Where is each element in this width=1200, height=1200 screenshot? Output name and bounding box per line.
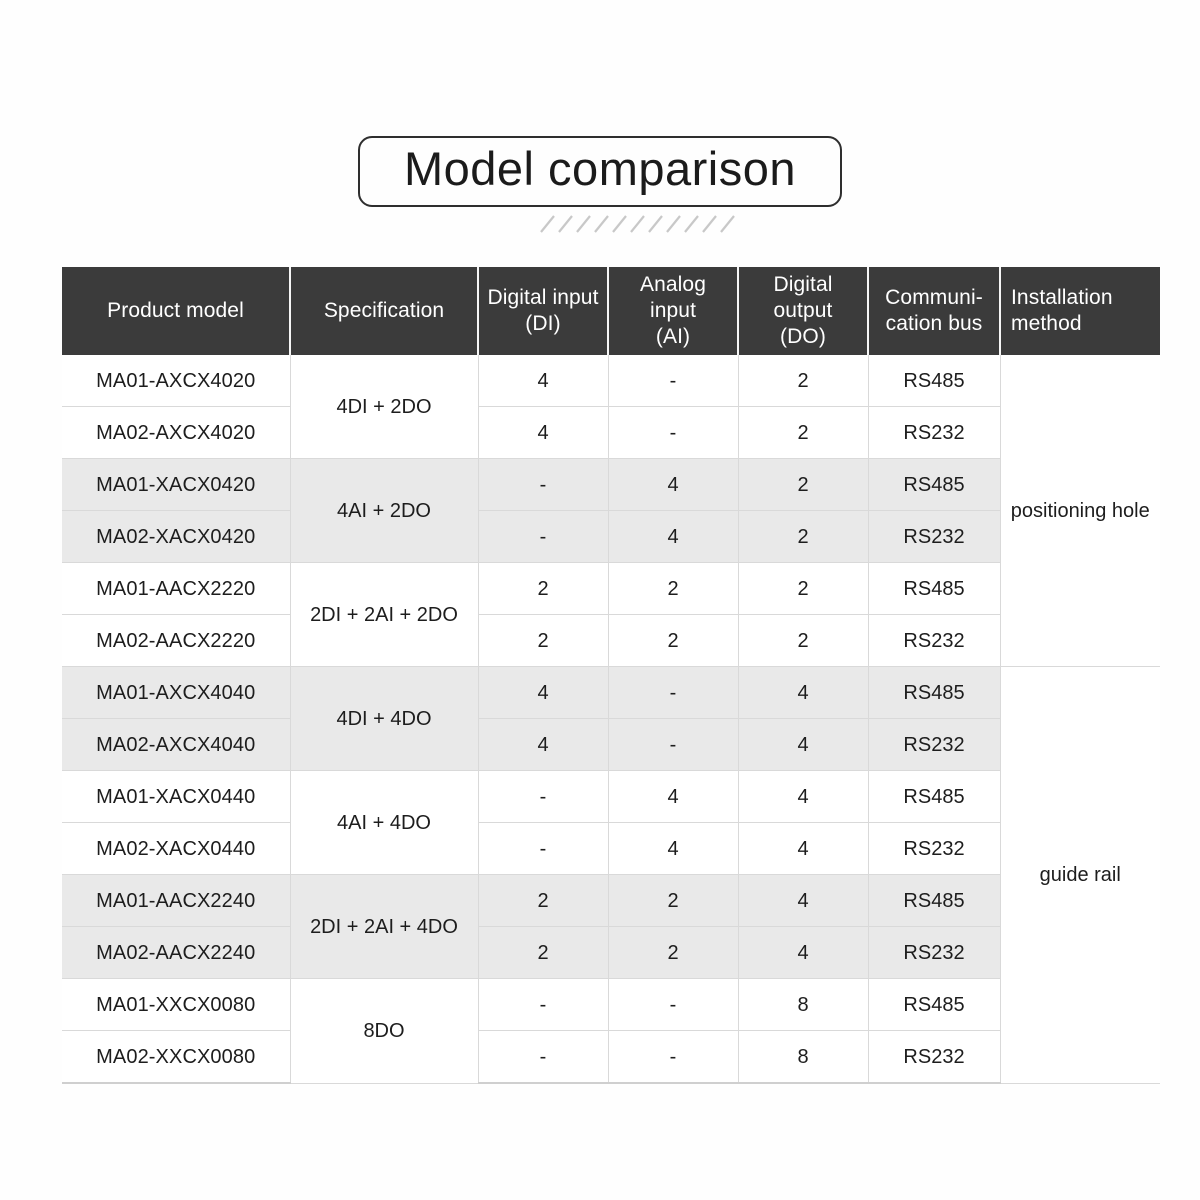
header-line-2: method: [1011, 312, 1082, 335]
cell-analog-input: 2: [608, 563, 738, 615]
header-line-1: Digital output: [773, 272, 833, 322]
cell-communication-bus: RS232: [868, 1031, 1000, 1084]
table-row: [62, 407, 1160, 459]
cell-analog-input: -: [608, 355, 738, 407]
cell-specification: 8DO: [290, 979, 478, 1084]
cell-digital-output: 4: [738, 927, 868, 979]
cell-digital-output: 2: [738, 563, 868, 615]
cell-analog-input: 4: [608, 511, 738, 563]
cell-installation-method: positioning hole: [1000, 355, 1160, 667]
header-line-2: (DO): [780, 325, 826, 349]
comparison-table-container: [62, 267, 1160, 1084]
cell-digital-output: 4: [738, 823, 868, 875]
cell-communication-bus: RS485: [868, 771, 1000, 823]
cell-communication-bus: RS232: [868, 927, 1000, 979]
header-line-2: cation bus: [885, 312, 983, 335]
page-title-container: [0, 136, 1200, 207]
column-header-digital-input: [478, 267, 608, 355]
cell-digital-output: 4: [738, 667, 868, 719]
table-row: [62, 459, 1160, 511]
table-row: [62, 771, 1160, 823]
header-line-1: Installation: [1011, 285, 1113, 309]
cell-digital-output: 8: [738, 979, 868, 1031]
cell-product-model: MA02-AXCX4040: [62, 719, 290, 771]
cell-communication-bus: RS232: [868, 719, 1000, 771]
title-outline-box: [358, 136, 842, 207]
table-row: [62, 511, 1160, 563]
cell-specification: 4DI + 2DO: [290, 355, 478, 459]
cell-digital-input: -: [478, 459, 608, 511]
cell-digital-output: 2: [738, 355, 868, 407]
column-header-product-model: [62, 267, 290, 355]
cell-specification: 4DI + 4DO: [290, 667, 478, 771]
hatch-decoration-icon: [0, 210, 1200, 240]
cell-product-model: MA01-XXCX0080: [62, 979, 290, 1031]
cell-digital-input: -: [478, 511, 608, 563]
cell-analog-input: -: [608, 407, 738, 459]
table-row: [62, 615, 1160, 667]
cell-communication-bus: RS485: [868, 667, 1000, 719]
cell-digital-input: -: [478, 1031, 608, 1084]
cell-digital-input: 2: [478, 563, 608, 615]
table-row: [62, 979, 1160, 1031]
cell-product-model: MA01-AXCX4040: [62, 667, 290, 719]
table-row: [62, 927, 1160, 979]
table-row: [62, 823, 1160, 875]
cell-digital-input: -: [478, 823, 608, 875]
cell-analog-input: 2: [608, 927, 738, 979]
cell-digital-input: 2: [478, 927, 608, 979]
cell-analog-input: -: [608, 719, 738, 771]
cell-specification: 4AI + 4DO: [290, 771, 478, 875]
cell-digital-output: 2: [738, 459, 868, 511]
cell-communication-bus: RS232: [868, 823, 1000, 875]
cell-digital-input: 2: [478, 615, 608, 667]
column-header-installation-method: [1000, 267, 1160, 355]
cell-digital-output: 4: [738, 719, 868, 771]
cell-digital-input: 4: [478, 355, 608, 407]
cell-digital-input: -: [478, 979, 608, 1031]
cell-product-model: MA02-AACX2220: [62, 615, 290, 667]
cell-digital-input: 4: [478, 719, 608, 771]
cell-communication-bus: RS485: [868, 979, 1000, 1031]
cell-digital-output: 2: [738, 407, 868, 459]
header-line-1: Specification: [323, 298, 445, 322]
cell-digital-input: 4: [478, 667, 608, 719]
cell-communication-bus: RS485: [868, 355, 1000, 407]
column-header-digital-output: [738, 267, 868, 355]
table-row: [62, 875, 1160, 927]
cell-product-model: MA02-AACX2240: [62, 927, 290, 979]
cell-communication-bus: RS232: [868, 511, 1000, 563]
cell-product-model: MA01-XACX0440: [62, 771, 290, 823]
cell-digital-output: 4: [738, 875, 868, 927]
header-line-1: Communi-: [885, 285, 983, 309]
table-row: [62, 563, 1160, 615]
column-header-specification: [290, 267, 478, 355]
cell-product-model: MA01-XACX0420: [62, 459, 290, 511]
cell-installation-method: guide rail: [1000, 667, 1160, 1084]
cell-product-model: MA01-AXCX4020: [62, 355, 290, 407]
header-line-1: Digital input: [487, 285, 599, 309]
table-body: [62, 355, 1160, 1083]
table-row: [62, 355, 1160, 407]
cell-product-model: MA01-AACX2240: [62, 875, 290, 927]
header-line-2: (DI): [525, 312, 561, 335]
cell-communication-bus: RS485: [868, 459, 1000, 511]
cell-analog-input: 4: [608, 771, 738, 823]
cell-specification: 2DI + 2AI + 4DO: [290, 875, 478, 979]
cell-analog-input: -: [608, 1031, 738, 1084]
cell-product-model: MA01-AACX2220: [62, 563, 290, 615]
cell-product-model: MA02-AXCX4020: [62, 407, 290, 459]
cell-communication-bus: RS232: [868, 407, 1000, 459]
table-header-row: [62, 267, 1160, 355]
cell-digital-input: -: [478, 771, 608, 823]
table-row: [62, 1031, 1160, 1084]
cell-specification: 4AI + 2DO: [290, 459, 478, 563]
cell-communication-bus: RS485: [868, 563, 1000, 615]
table-row: [62, 719, 1160, 771]
column-header-communication-bus: [868, 267, 1000, 355]
cell-specification: 2DI + 2AI + 2DO: [290, 563, 478, 667]
cell-analog-input: 4: [608, 823, 738, 875]
cell-digital-output: 2: [738, 615, 868, 667]
column-header-analog-input: [608, 267, 738, 355]
cell-product-model: MA02-XACX0420: [62, 511, 290, 563]
cell-communication-bus: RS232: [868, 615, 1000, 667]
header-line-1: Analog input: [640, 272, 706, 322]
page-title: Model comparison: [403, 142, 796, 195]
cell-analog-input: -: [608, 979, 738, 1031]
cell-analog-input: -: [608, 667, 738, 719]
cell-digital-output: 8: [738, 1031, 868, 1084]
header-line-2: (AI): [655, 325, 691, 349]
header-line-1: Product model: [107, 298, 244, 322]
cell-analog-input: 4: [608, 459, 738, 511]
cell-product-model: MA02-XXCX0080: [62, 1031, 290, 1084]
cell-analog-input: 2: [608, 875, 738, 927]
cell-digital-input: 2: [478, 875, 608, 927]
cell-product-model: MA02-XACX0440: [62, 823, 290, 875]
cell-digital-output: 2: [738, 511, 868, 563]
model-comparison-table: [62, 267, 1160, 1084]
table-header: [62, 267, 1160, 355]
cell-digital-input: 4: [478, 407, 608, 459]
cell-analog-input: 2: [608, 615, 738, 667]
table-row: [62, 667, 1160, 719]
cell-communication-bus: RS485: [868, 875, 1000, 927]
cell-digital-output: 4: [738, 771, 868, 823]
